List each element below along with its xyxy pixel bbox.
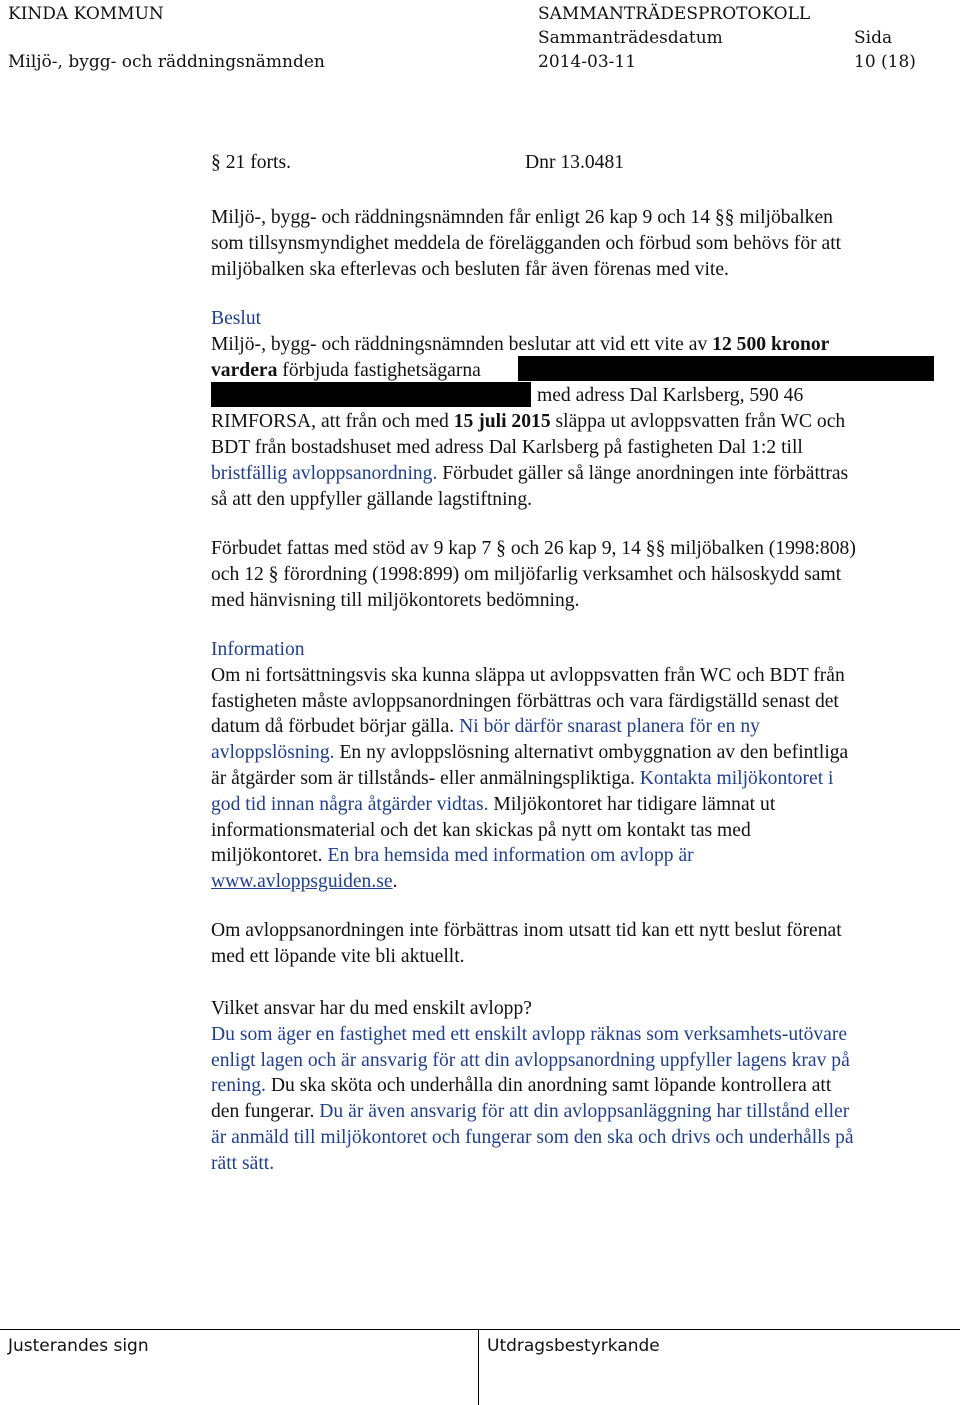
text-line <box>211 766 946 792</box>
text-span: förbjuda fastighetsägarna <box>277 359 481 381</box>
text-span: Miljö-, bygg- och räddningsnämnden beslutar att vid ett vite av <box>211 333 713 355</box>
text-line: som tillsynsmyndighet meddela de förelägganden och förbud som behövs för att <box>211 232 842 254</box>
text-line: informationsmaterial och det kan skickas på nytt om kontakt tas med <box>211 819 751 841</box>
intro-paragraph <box>211 205 946 282</box>
signature-cell <box>0 1330 479 1405</box>
text-span: den fungerar. <box>211 1101 315 1123</box>
signature-label: Justerandes sign <box>8 1336 149 1356</box>
text-line <box>211 1099 946 1125</box>
text-line: så att den uppfyller gällande lagstiftning. <box>211 488 533 510</box>
text-line: miljöbalken ska efterlevas och besluten får även förenas med vite. <box>211 258 729 280</box>
text-line: med adress Dal Karlsberg, 590 46 <box>537 385 804 407</box>
text-span: En ny avloppslösning alternativt ombyggnation av den befintliga <box>334 742 849 764</box>
text-span: En bra hemsida med information om avlopp är <box>322 845 694 867</box>
extract-cell <box>479 1330 960 1405</box>
redacted-owner-names-continued <box>211 382 531 407</box>
text-span: Förbudet gäller så länge anordningen inte förbättras <box>437 462 849 484</box>
information-heading: Information <box>211 639 305 660</box>
text-line <box>211 843 946 869</box>
date-label: Sammanträdesdatum <box>538 28 723 48</box>
responsibility-question: Vilket ansvar har du med enskilt avlopp? <box>211 998 532 1019</box>
responsibility-section <box>211 996 946 1177</box>
text-span: Miljökontoret har tidigare lämnat ut <box>488 793 776 815</box>
text-line <box>211 740 946 766</box>
text-line <box>211 869 946 895</box>
text-span: RIMFORSA, att från och med <box>211 411 454 433</box>
text-span: avloppslösning. <box>211 742 335 764</box>
text-line <box>211 792 946 818</box>
text-span: är åtgärder som är tillstånds- eller anmälningspliktiga. <box>211 767 635 789</box>
org-name: KINDA KOMMUN <box>8 4 164 24</box>
legal-basis-paragraph <box>211 536 946 613</box>
text-span: Du är även ansvarig för att din avloppsanläggning har tillstånd eller <box>314 1101 850 1123</box>
text-span: . <box>392 871 398 893</box>
paragraph-reference: § 21 forts. <box>211 152 292 173</box>
text-span: Kontakta miljökontoret i <box>634 767 834 789</box>
decision-heading: Beslut <box>211 308 262 329</box>
footer-signature-table <box>0 1329 960 1405</box>
penalty-paragraph <box>211 918 946 970</box>
page-label: Sida <box>854 28 893 48</box>
text-line: och 12 § förordning (1998:899) om miljöfarlig verksamhet och hälsoskydd samt <box>211 563 842 585</box>
redacted-owner-names <box>518 356 934 381</box>
text-line: rätt sätt. <box>211 1152 275 1174</box>
text-line <box>211 461 946 487</box>
text-span: god tid innan några åtgärder vidtas. <box>211 793 489 815</box>
decision-section <box>211 306 946 512</box>
text-line: Om avloppsanordningen inte förbättras inom utsatt tid kan ett nytt beslut förenat <box>211 920 842 941</box>
fine-amount: 12 500 kronor <box>712 333 830 355</box>
text-line: Miljö-, bygg- och räddningsnämnden får enligt 26 kap 9 och 14 §§ miljöbalken <box>211 207 833 228</box>
text-line <box>211 1073 946 1099</box>
text-line: är anmäld till miljökontoret och fungerar som den ska och drivs och underhålls på <box>211 1126 854 1148</box>
text-line: fastigheten måste avloppsanordningen förbättras och vara färdigställd senast det <box>211 690 839 712</box>
text-line: Förbudet fattas med stöd av 9 kap 7 § och 26 kap 9, 14 §§ miljöbalken (1998:808) <box>211 538 856 559</box>
page-number: 10 (18) <box>854 52 916 72</box>
text-line <box>211 332 946 358</box>
text-line: med hänvisning till miljökontorets bedömning. <box>211 589 580 611</box>
fine-qualifier: vardera <box>211 359 278 381</box>
text-span: Du ska sköta och underhålla din anordning samt löpande kontrollera att <box>265 1075 832 1097</box>
information-section <box>211 637 946 895</box>
avloppsguiden-link[interactable]: www.avloppsguiden.se <box>211 871 393 893</box>
text-span: datum då förbudet börjar gälla. <box>211 716 455 738</box>
text-line: enligt lagen och är ansvarig för att din avloppsanordning uppfyller lagens krav på <box>211 1049 850 1071</box>
text-span: bristfällig avloppsanordning. <box>211 462 438 484</box>
text-span: miljökontoret. <box>211 845 323 867</box>
document-type: SAMMANTRÄDESPROTOKOLL <box>538 4 811 24</box>
text-span: rening. <box>211 1075 266 1097</box>
text-line: Du som äger en fastighet med ett enskilt avlopp räknas som verksamhets-utövare <box>211 1023 848 1045</box>
effective-date: 15 juli 2015 <box>453 411 551 433</box>
text-line: med ett löpande vite bli aktuellt. <box>211 945 465 967</box>
case-number: Dnr 13.0481 <box>525 152 625 173</box>
extract-label: Utdragsbestyrkande <box>487 1336 660 1356</box>
text-line: BDT från bostadshuset med adress Dal Karlsberg på fastigheten Dal 1:2 till <box>211 436 803 458</box>
text-span: Ni bör därför snarast planera för en ny <box>454 716 760 738</box>
text-line <box>211 409 946 435</box>
text-line: Om ni fortsättningsvis ska kunna släppa ut avloppsvatten från WC och BDT från <box>211 664 845 686</box>
date-value: 2014-03-11 <box>538 52 637 72</box>
committee-name: Miljö-, bygg- och räddningsnämnden <box>8 52 325 72</box>
text-span: släppa ut avloppsvatten från WC och <box>550 411 846 433</box>
text-line <box>211 714 946 740</box>
